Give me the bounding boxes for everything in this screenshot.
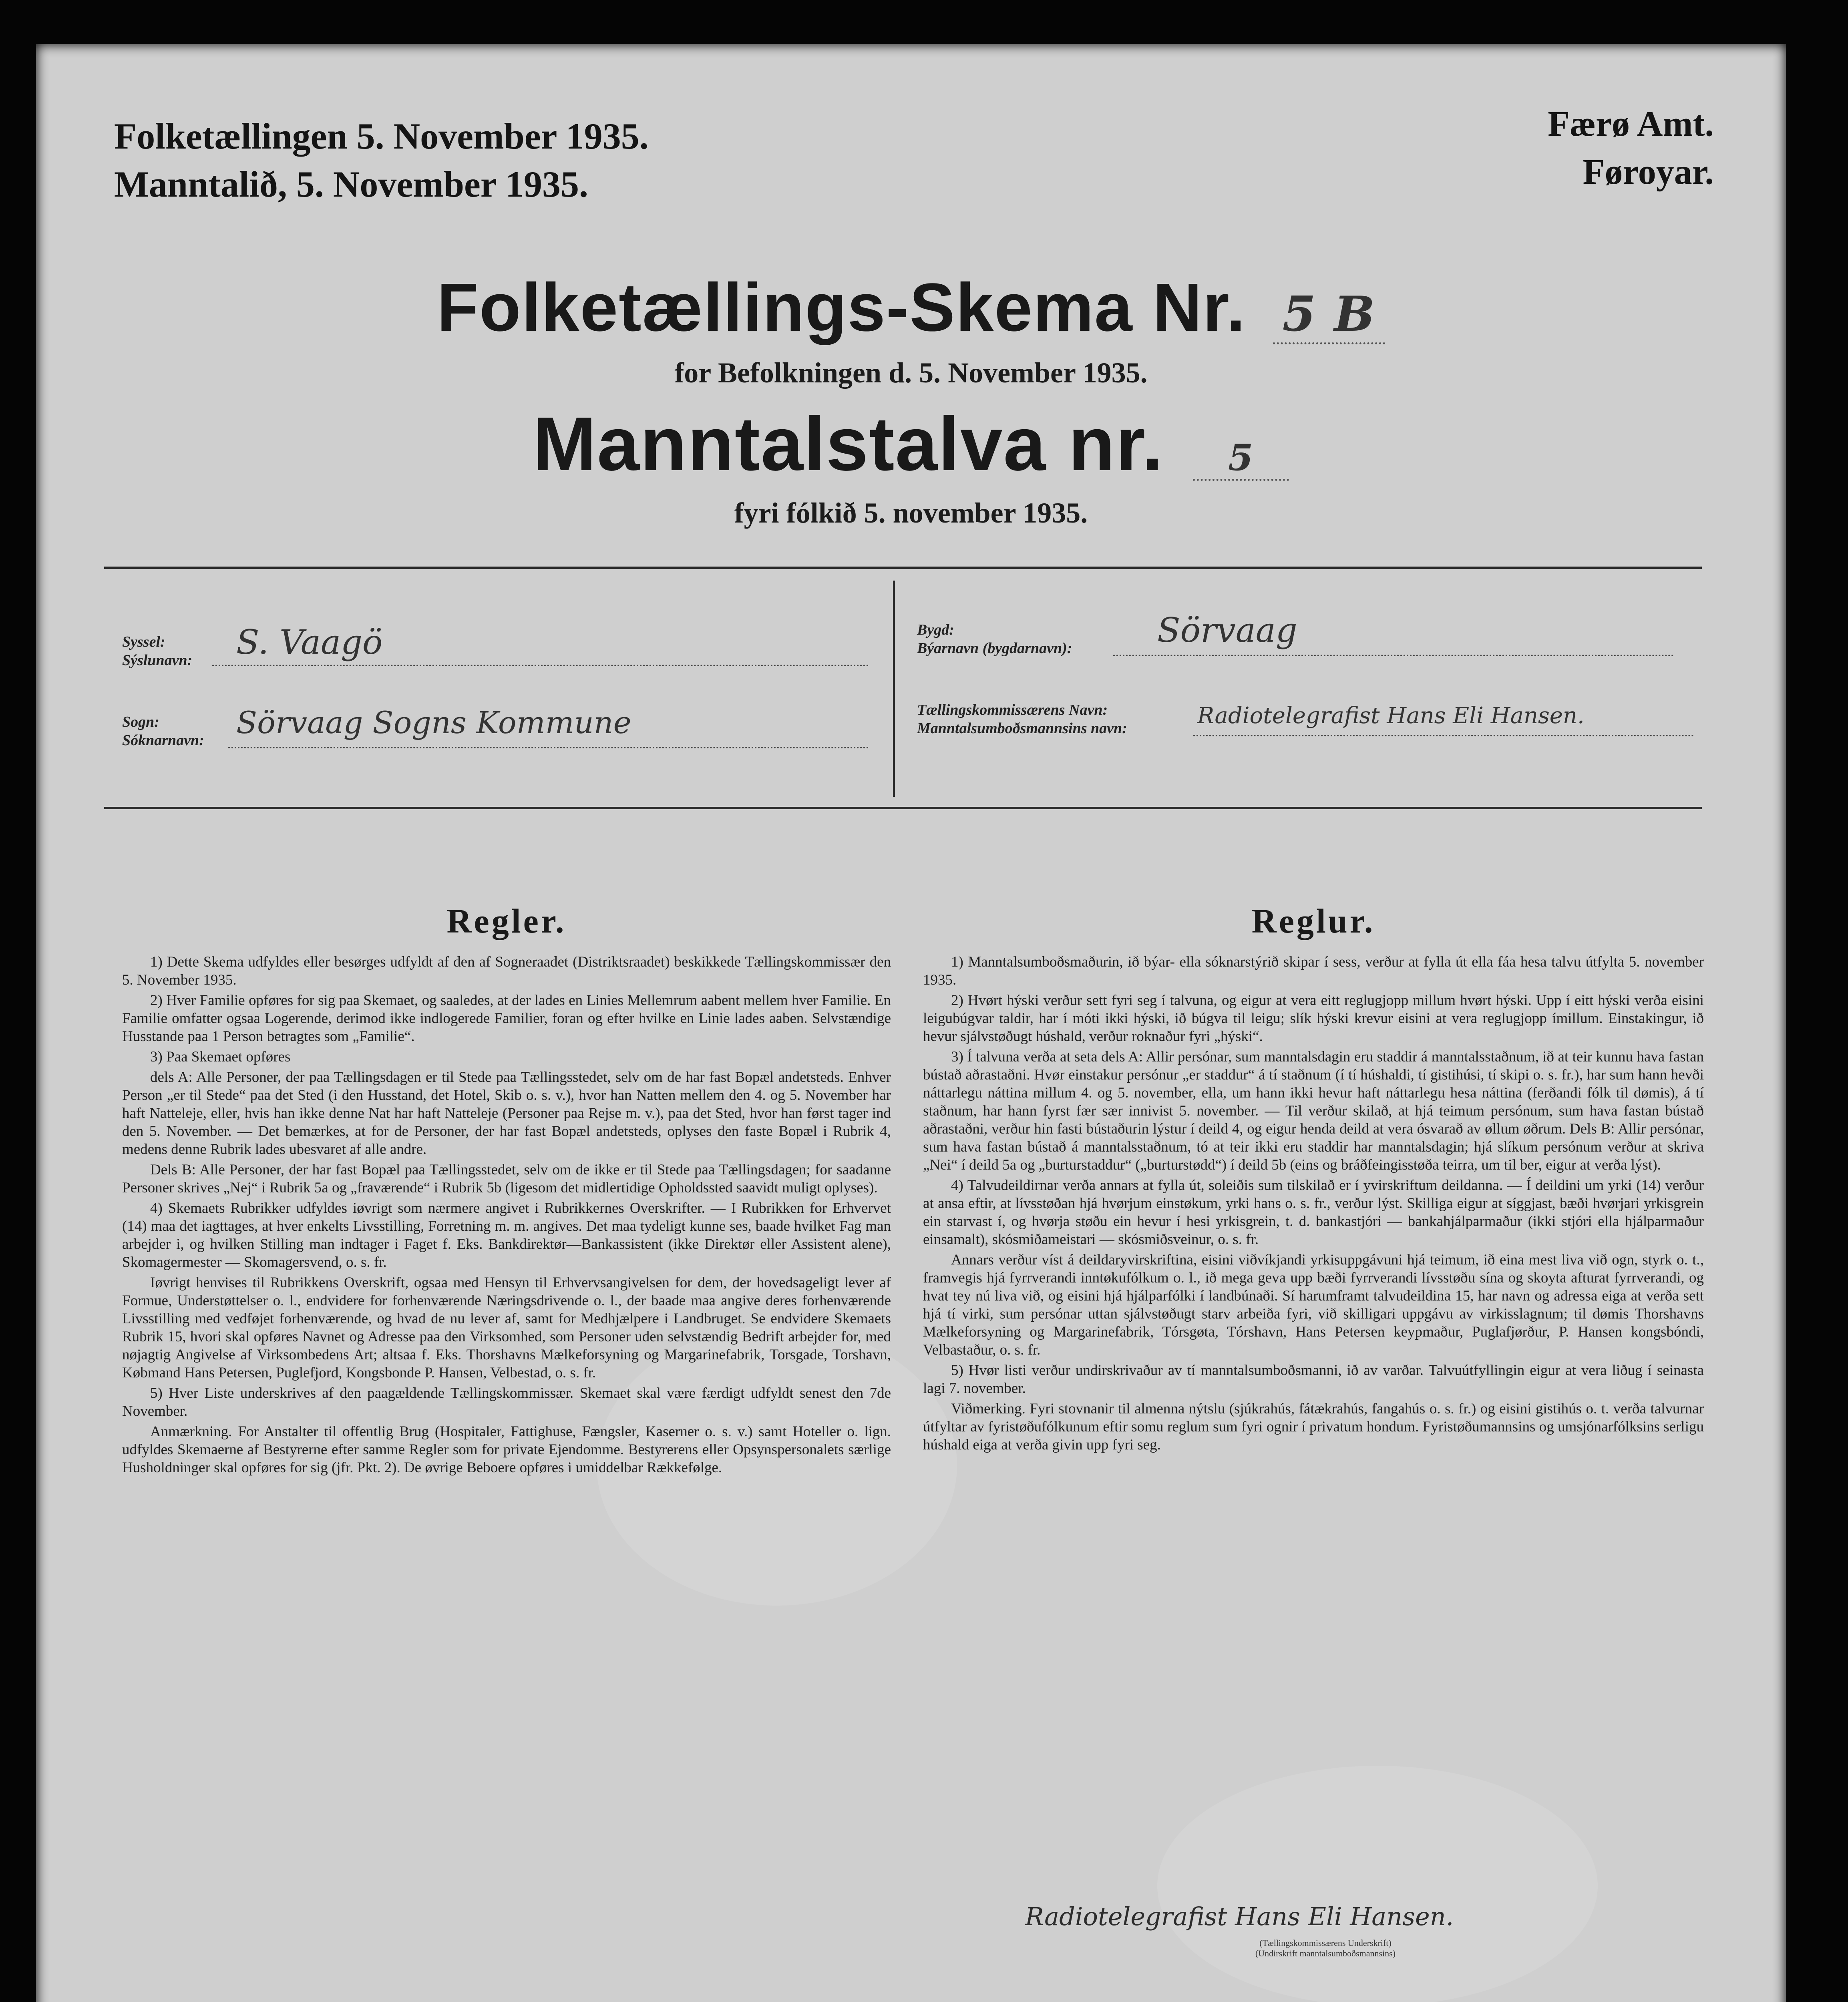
danish-form-number: 5 B (1273, 286, 1385, 344)
census-form-page (36, 44, 1786, 2002)
syssel-label-da: Syssel: (122, 633, 165, 650)
bygd-value: Sörvaag (1157, 611, 1297, 650)
reglur-paragraph: 4) Talvudeildirnar verða annars at fylla út, soleiðis sum tilskilað er í yvirskriftum deildanna. — Í deildini um yrki (14) verður at ansa eftir, at lívsstøðan hjá hvørjum einstøkum, yrki hans o. s. fr., verður lýst. Skilliga eigur at síggjast, bæði hvørjari yrkisgrein ein starvast í, og hvørja støðu ein hevur í hesi yrkisgrein, t. d. bankastjóri — bankahjálparmaður (ikki stjóri ella hjálparmaður einsamalt), skósmiðameistari — skósmiðsveinur, o. s. fr. (923, 1177, 1704, 1248)
sogn-label (122, 713, 204, 750)
header-left-line2: Manntalið, 5. November 1935. (114, 164, 589, 205)
reglur-body (923, 953, 1704, 1456)
syssel-value: S. Vaagö (236, 623, 383, 662)
header-left (114, 112, 649, 208)
regler-paragraph: dels A: Alle Personer, der paa Tællingsdagen er til Stede paa Tællingsstedet, selv om de har fast Bopæl andetsteds. Enhver Person „er til Stede“ paa det Sted (i den Husstand, det Hotel, Skib o. s. v.), hvor han Natten mellem den 4. og 5. November har haft Natteleje, eller, hvis han ikke denne Nat har haft Natteleje (Personer paa Rejse m. v.), paa det Sted, hvor han først tager ind den 5. November. — Det bemærkes, at for de Personer, der har fast Bopæl andetsteds, oplyses den faste Bopæl i Rubrik 4, medens denne Rubrik lades ubesvaret af alle andre. (122, 1069, 891, 1158)
regler-paragraph: 1) Dette Skema udfyldes eller besørges udfyldt af den af Sogneraadet (Distriktsraadet) beskikkede Tællingskommissær den 5. November 1935. (122, 954, 891, 988)
syssel-label (122, 633, 192, 669)
regler-paragraph: 2) Hver Familie opføres for sig paa Skemaet, og saaledes, at der lades en Linies Mellemrum aabent mellem hver Familie. En Familie omfatter ogsaa Logerende, derimod ikke indlogerede Familier, foran og efter hvilke en Linie lades aaben. Selvstændige Husstande paa 1 Person betragtes som „Familie“. (122, 992, 891, 1045)
faroese-subtitle: fyri fólkið 5. november 1935. (734, 497, 1088, 529)
reglur-paragraph: 1) Manntalsumboðsmaðurin, ið býar- ella sóknarstýrið skipar í sess, verður at fylla út ella fáa hesa talvu útfylta 5. november 1935. (923, 954, 1704, 988)
faroese-form-title (36, 400, 1786, 488)
danish-subtitle: for Befolkningen d. 5. November 1935. (674, 357, 1148, 389)
signature-label-da: (Tællingskommissærens Underskrift) (1259, 1938, 1392, 1948)
regler-body (122, 953, 891, 1479)
reglur-paragraph: Annars verður víst á deildaryvirskriftina, eisini viðvíkjandi yrkisuppgávuni hjá teimum, ið eina mest liva við ogn, styrk o. t., framvegis hjá fyrrverandi inntøkufólkum o. l., ið mega geva upp bæði fyrrverandi lívsstøðu sína og skoyta afturat fyrrverandi, og hvat tey nú liva við, og eisini hjá hjálparfólki í landbúnaði. Sí harumframt talvudeildina 15, har navn og adressa eiga at verða sett hjá tí virki, sum persónar uttan sjálvstøðugt starv arbeiða fyri, við skilligari uppgávu av virkisslagnum; til dømis Thorshavns Mælkeforsyning og Margarinefabrik, Tórsgøta, Tórshavn, Hans Petersen keypmaður, Puglafjørður, P. Hansen kongsbóndi, Velbastaður, o. s. fr. (923, 1252, 1704, 1358)
syssel-line (212, 665, 869, 666)
paper-stain (1157, 1766, 1598, 2002)
reglur-paragraph: 2) Hvørt hýski verður sett fyri seg í talvuna, og eigur at vera eitt reglugjopp millum hvørt hýski. Upp í eitt hýski verða eisini leigubúgvar taldir, har í móti ikki hýski, ið búgva til leigu; slík hýski krevur eisini at vera reglugjopp ímillum. Einstakingur, ið hevur sjálvstøðugt húshald, verður roknaður fyri „hýski“. (923, 992, 1704, 1045)
regler-paragraph: 4) Skemaets Rubrikker udfyldes iøvrigt som nærmere angivet i Rubrikkernes Overskrifter. — I Rubrikken for Erhvervet (14) maa det iagttages, at hver enkelts Livsstilling, Forretning m. m. angives. Det maa tydeligt kunne ses, baade hvilket Fag man arbejder i, og hvilken Stilling man indtager i Faget f. Eks. Bankdirektør—Bankassistent (ikke Direktør eller Assistent alene), Skomagermester — Skomagersvend, o. s. fr. (122, 1200, 891, 1270)
faroese-form-number: 5 (1193, 436, 1289, 481)
header-right-line1: Færø Amt. (1548, 104, 1714, 144)
kommissaer-label-fo: Manntalsumboðsmannsins navn: (917, 720, 1127, 737)
reglur-paragraph: Viðmerking. Fyri stovnanir til almenna nýtslu (sjúkrahús, fátækrahús, fangahús o. s. fr.) og eisini gistihús o. t. verða talvurnar útfyltar av fyristøðufólkunum eftir somu reglum sum fyri ognir í privatum hondum. Fyristøðumannsins og umsjónarfólksins serligu húshald eiga at verða givin upp fyri seg. (923, 1401, 1704, 1453)
field-box-bottom-rule (104, 807, 1702, 809)
sogn-value: Sörvaag Sogns Kommune (236, 705, 631, 740)
regler-paragraph: 3) Paa Skemaet opføres (150, 1049, 291, 1065)
kommissaer-line (1193, 735, 1694, 736)
field-box-top-rule (104, 567, 1702, 569)
bygd-label-fo: Býarnavn (bygdarnavn): (917, 640, 1072, 657)
danish-form-title (36, 268, 1786, 347)
syssel-label-fo: Sýslunavn: (122, 652, 193, 669)
bygd-label-da: Bygd: (917, 621, 954, 638)
sogn-line (228, 747, 869, 748)
sogn-label-da: Sogn: (122, 714, 159, 730)
danish-title-label: Folketællings-Skema Nr. (437, 269, 1246, 346)
bygd-label (917, 621, 1072, 657)
regler-title: Regler. (446, 902, 567, 940)
signature-label-fo: (Undirskrift manntalsumboðsmannsins) (1255, 1948, 1396, 1958)
regler-paragraph: Anmærkning. For Anstalter til offentlig Brug (Hospitaler, Fattighuse, Fængsler, Kaserner o. s. v.) samt Hoteller o. lign. udfyldes Skemaerne af Bestyrerne efter samme Regler som for private Ejendomme. Bestyrerens eller Opsynspersonalets særlige Husholdninger skal opføres for sig (jfr. Pkt. 2). De øvrige Beboere opføres i umiddelbar Rækkefølge. (122, 1423, 891, 1476)
header-right-line2: Føroyar. (1583, 152, 1714, 192)
kommissaer-label-da: Tællingskommissærens Navn: (917, 702, 1108, 718)
reglur-paragraph: 3) Í talvuna verða at seta dels A: Allir persónar, sum manntalsdagin eru staddir á manntalsstaðnum, ið at teir kunnu hava fastan bústað aðrastaðni. Hvør einstakur persónur „er staddur“ á tí staðnum (í tí húshaldi, tí gistihúsi, tí skipi o. s. fr.), har sum hann hevði náttarlegu náttina millum 4. og 5. november, ella, um hann ikki hevur haft náttarlegu hesa náttina (ferðandi fólk til dømis), á tí staðnum, har hann fyrst fær sær innivist 5. november. — Til verður skilað, at hjá teimum persónum, sum hava fastan bústað aðrastaðni, verður hin fasti bústaðurin lýstur í deild 4, og eigur henda deild at vera ósvarað av øllum øðrum. Dels B: Allir persónar, sum hava fastan bústað á manntalsstaðnum, tó at teir ikki eru staddir har manntalsdagin; hjá slíkum persónum verður at skriva „Nei“ í deild 5a og „burturstaddur“ („burturstødd“) í deild 5b (eins og bráðfeingisstøða teirra, um til ber, eigur at verða lýst). (923, 1049, 1704, 1173)
field-box-divider (893, 581, 895, 797)
header-right (1548, 100, 1714, 196)
bygd-line (1113, 655, 1674, 656)
sogn-label-fo: Sóknarnavn: (122, 732, 204, 749)
faroese-title-label: Manntalstalva nr. (533, 402, 1164, 486)
header-left-line1: Folketællingen 5. November 1935. (114, 116, 649, 157)
regler-paragraph: Dels B: Alle Personer, der har fast Bopæl paa Tællingsstedet, selv om de ikke er til Stede paa Tællingsdagen; for saadanne Personer skrives „Nej“ i Rubrik 5a og „fraværende“ i Rubrik 5b (ligesom det midlertidige Opholdssted saavidt muligt oplyses). (122, 1162, 891, 1196)
reglur-paragraph: 5) Hvør listi verður undirskrivaður av tí manntalsumboðsmanni, ið av varðar. Talvuútfyllingin eigur at vera liðug í seinasta lagi 7. november. (923, 1362, 1704, 1397)
kommissaer-value: Radiotelegrafist Hans Eli Hansen. (1197, 703, 1585, 729)
signature-labels (1185, 1938, 1466, 1959)
reglur-title: Reglur. (1251, 902, 1375, 940)
regler-paragraph: Iøvrigt henvises til Rubrikkens Overskrift, ogsaa med Hensyn til Erhvervsangivelsen for dem, der hovedsageligt lever af Formue, Understøttelser o. l., endvidere for forhenværende Næringsdrivende o. l., der baade maa angive deres forhenværende Livsstilling med vedføjet forhenværende, og hvad de nu lever af, samt for Medhjælpere i Landbruget. Se endvidere Skemaets Rubrik 15, hvori skal opføres Navnet og Adresse paa den Virksomhed, som Personer uden selvstændig Bedrift arbejder for, med nøjagtig Angivelse af Virksombedens Art; altsaa f. Eks. Thorshavns Mælkeforsyning og Margarinefabrik, Torsgade, Torshavn, Købmand Hans Petersen, Puglefjord, Kongsbonde P. Hansen, Velbestad, o. s. fr. (122, 1274, 891, 1381)
regler-paragraph: 5) Hver Liste underskrives af den paagældende Tællingskommissær. Skemaet skal være færdigt udfyldt senest den 7de November. (122, 1385, 891, 1419)
commissioner-signature: Radiotelegrafist Hans Eli Hansen. (1025, 1902, 1454, 1931)
kommissaer-label (917, 701, 1127, 738)
